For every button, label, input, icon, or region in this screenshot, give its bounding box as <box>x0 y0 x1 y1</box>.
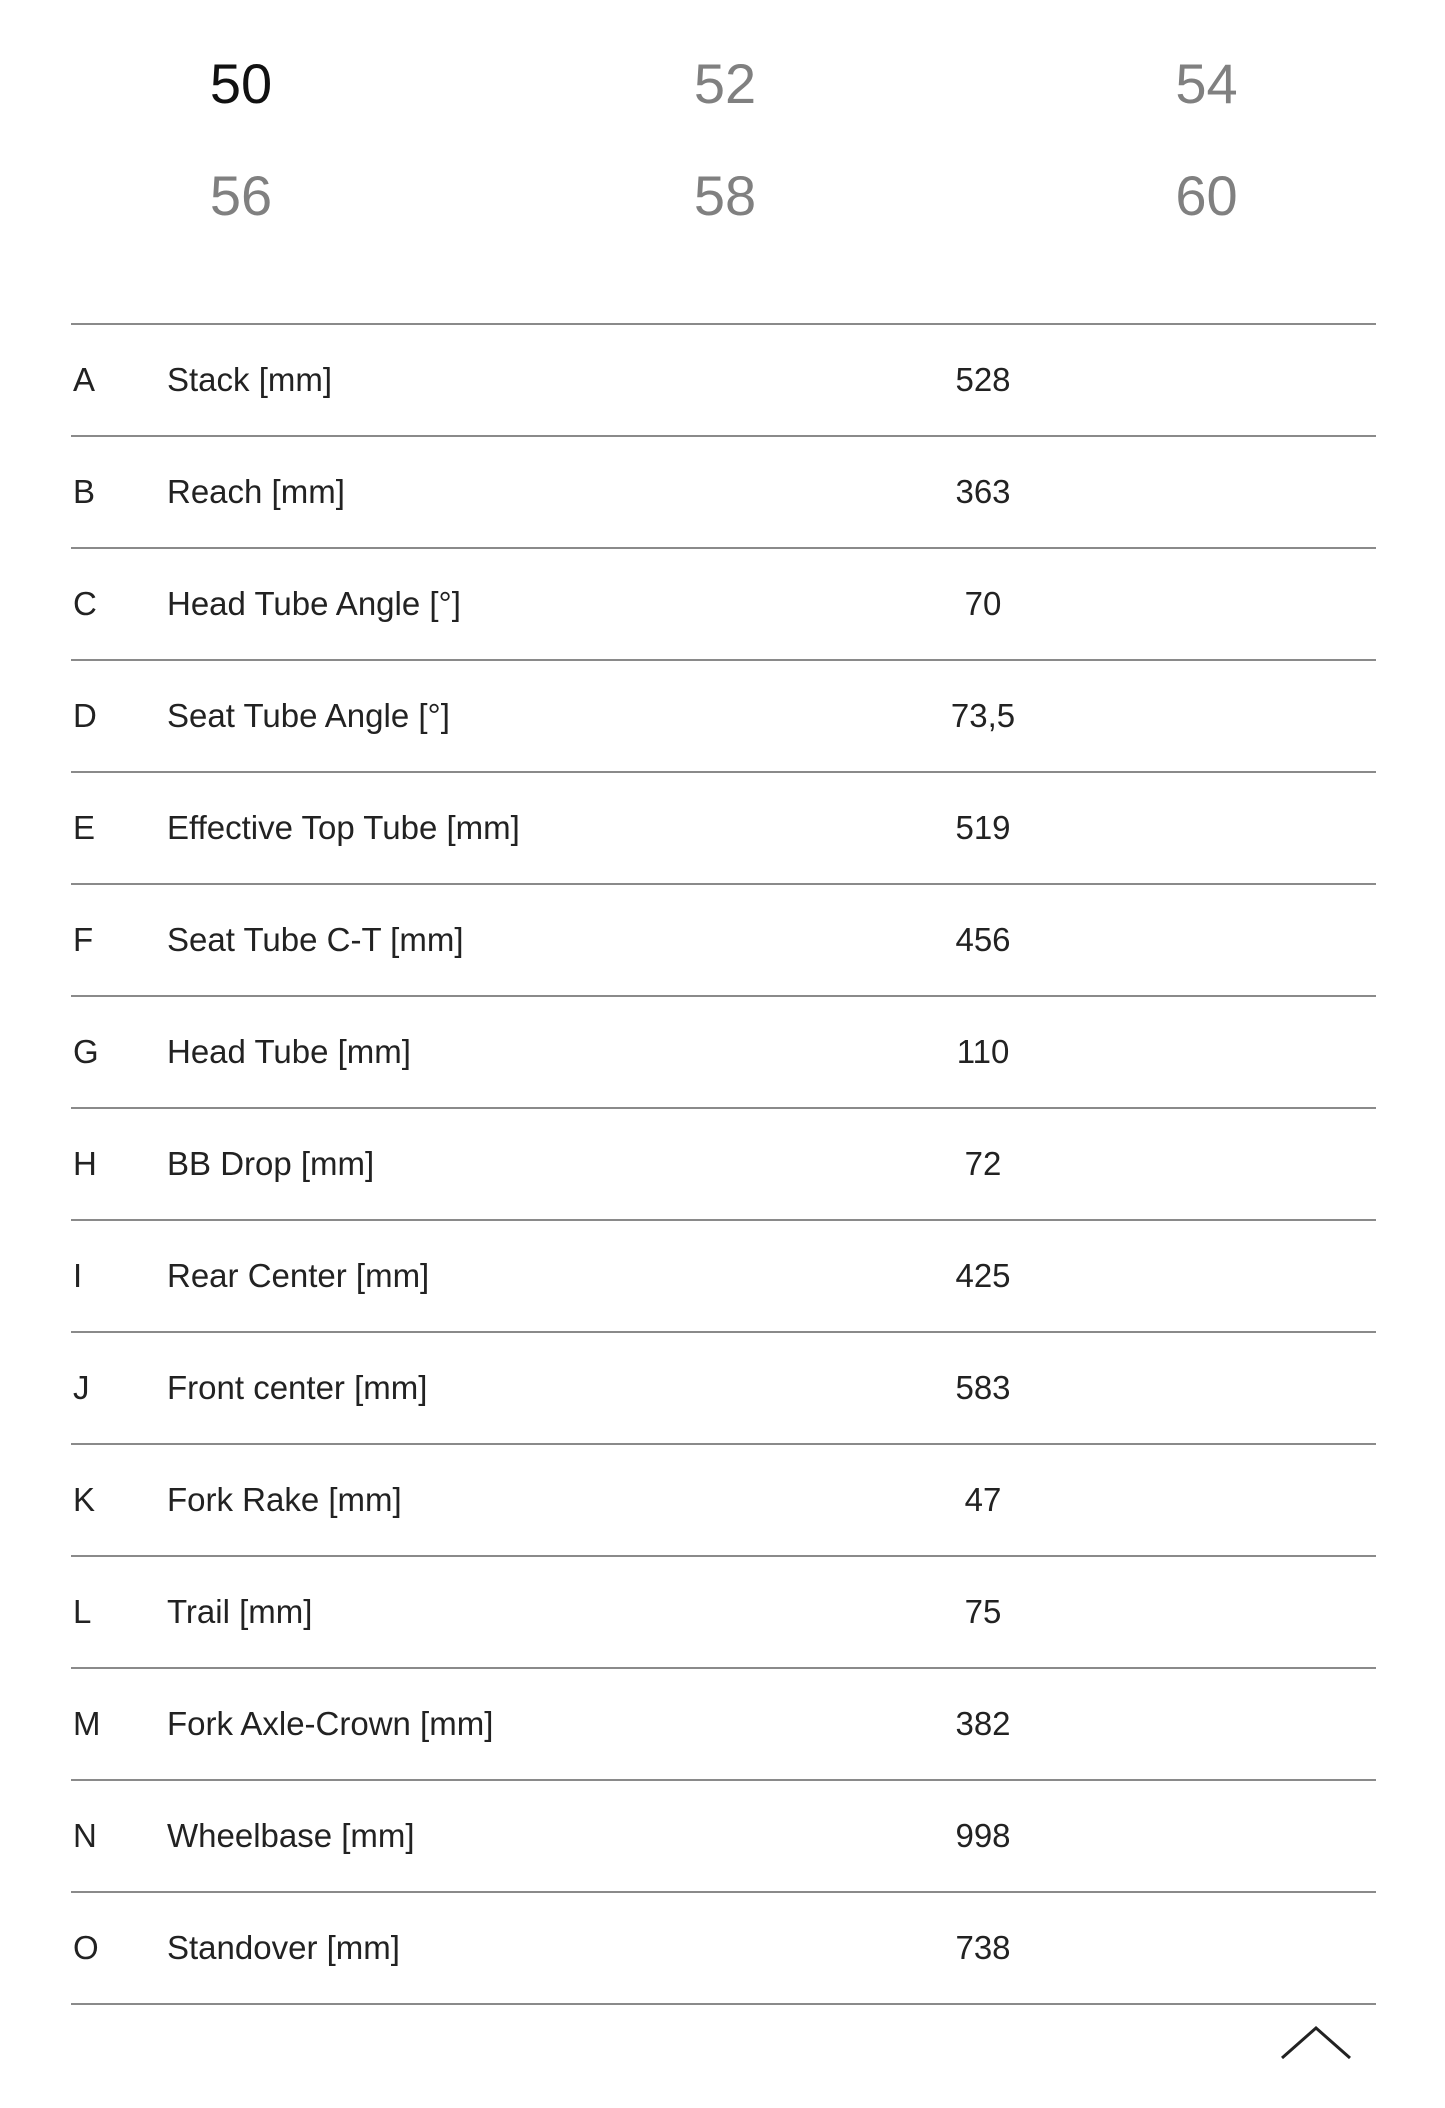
row-value: 382 <box>955 1705 1011 1742</box>
row-value: 73,5 <box>950 697 1016 734</box>
row-letter: C <box>73 585 97 622</box>
table-row <box>71 1333 1376 1445</box>
table-row <box>71 549 1376 661</box>
size-option-58[interactable]: 58 <box>693 164 757 227</box>
table-row <box>71 1557 1376 1669</box>
row-label: Effective Top Tube [mm] <box>167 809 520 846</box>
row-value: 528 <box>955 361 1011 398</box>
row-label: Seat Tube C-T [mm] <box>167 921 464 958</box>
table-row <box>71 1893 1376 2005</box>
row-letter: F <box>73 921 94 958</box>
table-row <box>71 1109 1376 1221</box>
row-label: Reach [mm] <box>167 473 345 510</box>
row-letter: E <box>73 809 96 846</box>
size-option-60[interactable]: 60 <box>1175 164 1238 227</box>
row-value: 998 <box>955 1817 1011 1854</box>
row-letter: A <box>73 361 96 398</box>
size-selector <box>0 28 1445 252</box>
table-row <box>71 1221 1376 1333</box>
row-letter: M <box>73 1705 101 1742</box>
row-letter: D <box>73 697 97 734</box>
row-label: Fork Rake [mm] <box>167 1481 402 1518</box>
table-row <box>71 773 1376 885</box>
row-value: 70 <box>964 585 1002 622</box>
row-label: Standover [mm] <box>167 1929 400 1966</box>
row-value: 75 <box>964 1593 1002 1630</box>
row-value: 425 <box>955 1257 1011 1294</box>
size-row-2 <box>0 140 1445 252</box>
size-row-1 <box>0 28 1445 140</box>
chevron-up-icon <box>1282 2028 1350 2058</box>
row-value: 110 <box>956 1033 1010 1070</box>
row-value: 363 <box>955 473 1011 510</box>
row-label: Rear Center [mm] <box>167 1257 430 1294</box>
row-letter: K <box>73 1481 96 1518</box>
row-value: 583 <box>955 1369 1011 1406</box>
table-row <box>71 325 1376 437</box>
row-label: Seat Tube Angle [°] <box>167 697 450 734</box>
row-value: 72 <box>964 1145 1002 1182</box>
row-value: 519 <box>955 809 1011 846</box>
table-row <box>71 661 1376 773</box>
row-label: Head Tube [mm] <box>167 1033 411 1070</box>
row-letter: B <box>73 473 96 510</box>
table-row <box>71 1781 1376 1893</box>
row-value: 47 <box>964 1481 1002 1518</box>
row-label: Head Tube Angle [°] <box>167 585 461 622</box>
geometry-table <box>71 323 1376 2005</box>
row-label: Front center [mm] <box>167 1369 428 1406</box>
back-to-top-button[interactable] <box>1280 2022 1352 2062</box>
size-option-54[interactable]: 54 <box>1175 52 1238 115</box>
row-label: Fork Axle-Crown [mm] <box>167 1705 494 1742</box>
row-letter: N <box>73 1817 97 1854</box>
row-label: BB Drop [mm] <box>167 1145 375 1182</box>
size-option-50[interactable]: 50 <box>209 52 273 115</box>
size-option-52[interactable]: 52 <box>693 52 757 115</box>
table-row <box>71 437 1376 549</box>
row-letter: H <box>73 1145 97 1182</box>
row-letter: G <box>73 1033 99 1070</box>
row-letter: O <box>73 1929 99 1966</box>
table-row <box>71 1669 1376 1781</box>
row-label: Trail [mm] <box>167 1593 313 1630</box>
table-row <box>71 997 1376 1109</box>
row-value: 456 <box>955 921 1011 958</box>
table-row <box>71 885 1376 997</box>
size-option-56[interactable]: 56 <box>209 164 273 227</box>
row-label: Wheelbase [mm] <box>167 1817 415 1854</box>
row-letter: L <box>73 1593 92 1630</box>
row-letter: J <box>73 1369 90 1406</box>
row-value: 738 <box>955 1929 1011 1966</box>
table-row <box>71 1445 1376 1557</box>
row-label: Stack [mm] <box>167 361 333 398</box>
row-letter: I <box>73 1257 83 1294</box>
